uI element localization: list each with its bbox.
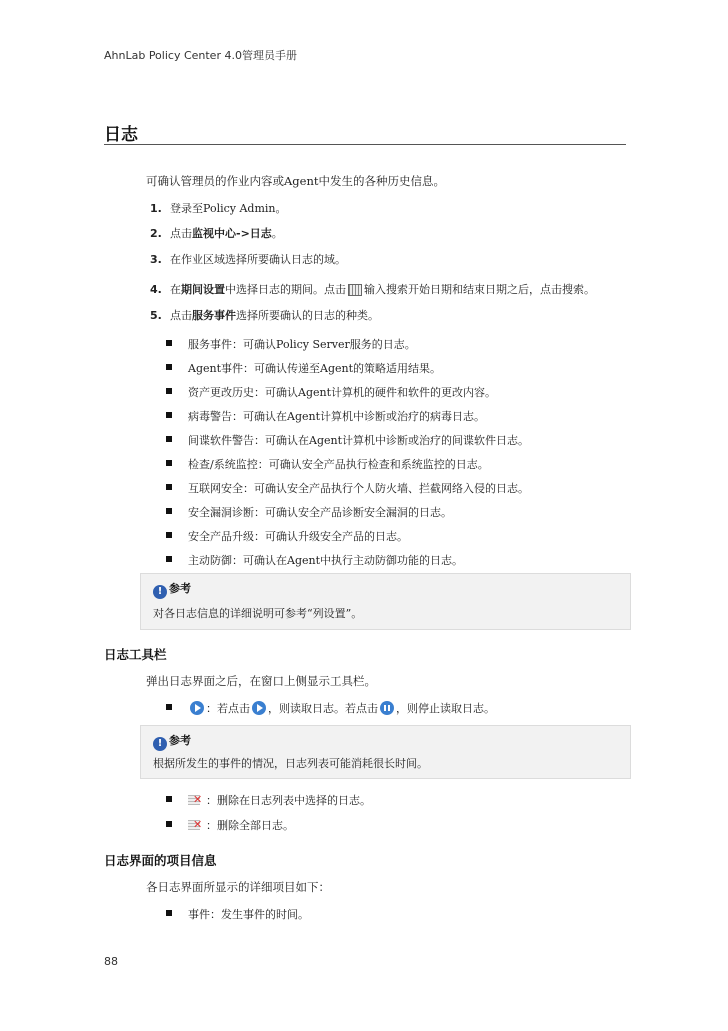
delete-all-log-icon	[188, 818, 204, 832]
note-title: ! 参考	[153, 580, 191, 599]
log-intro: 可确认管理员的作业内容或Agent中发生的各种历史信息。	[146, 174, 445, 188]
play-icon	[190, 701, 204, 715]
bullet-marker	[166, 910, 172, 916]
list-item: ✕：删除在日志列表中选择的日志。	[166, 792, 371, 808]
bullet-marker	[166, 484, 172, 490]
step-2	[150, 225, 283, 241]
note-title: ! 参考	[153, 732, 191, 751]
list-item: 间谍软件警告：可确认在Agent计算机中诊断或治疗的间谍软件日志。	[166, 432, 529, 448]
info-icon: !	[153, 737, 167, 751]
bullet-marker	[166, 532, 172, 538]
list-item: 检查/系统监控：可确认安全产品执行检查和系统监控的日志。	[166, 456, 489, 472]
calendar-icon	[348, 284, 362, 296]
toolbar-intro: 弹出日志界面之后，在窗口上侧显示工具栏。	[146, 674, 376, 688]
title-rule	[104, 144, 626, 145]
bullet-marker	[166, 340, 172, 346]
note-text: 对各日志信息的详细说明可参考“列设置”。	[153, 607, 363, 620]
delete-log-icon	[188, 793, 204, 807]
step-number: 5.	[150, 309, 162, 322]
period-setting-label: 期间设置	[181, 283, 225, 296]
section-title-items: 日志界面的项目信息	[104, 853, 217, 868]
step-number: 2.	[150, 227, 162, 240]
stop-icon	[380, 701, 394, 715]
step-5	[150, 307, 379, 323]
step-text: 登录至Policy Admin。	[170, 202, 287, 215]
list-item: 主动防御：可确认在Agent中执行主动防御功能的日志。	[166, 552, 463, 568]
section-title-log: 日志	[104, 125, 138, 145]
bullet-marker	[166, 436, 172, 442]
step-text: 输入搜索开始日期和结束日期之后，点击搜索。	[364, 283, 595, 296]
list-item: 安全产品升级：可确认升级安全产品的日志。	[166, 528, 408, 544]
page-number: 88	[104, 955, 118, 968]
step-number: 4.	[150, 283, 162, 296]
step-text: 中选择日志的期间。点击	[225, 283, 346, 296]
list-item: 事件：发生事件的时间。	[166, 906, 309, 922]
bullet-marker	[166, 460, 172, 466]
bullet-marker	[166, 412, 172, 418]
bullet-marker	[166, 556, 172, 562]
step-4	[150, 281, 595, 297]
list-item: ✕：删除全部日志。	[166, 817, 294, 833]
step-text: 选择所要确认的日志的种类。	[236, 309, 379, 322]
bullet-marker	[166, 508, 172, 514]
note-box	[140, 725, 631, 779]
bullet-marker	[166, 821, 172, 827]
list-item: 资产更改历史：可确认Agent计算机的硬件和软件的更改内容。	[166, 384, 496, 400]
info-icon: !	[153, 585, 167, 599]
list-item: 病毒警告：可确认在Agent计算机中诊断或治疗的病毒日志。	[166, 408, 485, 424]
bullet-marker	[166, 796, 172, 802]
list-item: 互联网安全：可确认安全产品执行个人防火墙、拦截网络入侵的日志。	[166, 480, 529, 496]
step-text: 在作业区域选择所要确认日志的域。	[170, 253, 346, 266]
service-event-label: 服务事件	[192, 309, 236, 322]
step-3	[150, 251, 346, 267]
list-item: ：若点击 ，则读取日志。若点击 ，则停止读取日志。	[166, 700, 495, 716]
note-box	[140, 573, 631, 630]
play-icon	[252, 701, 266, 715]
step-text: 点击	[170, 227, 192, 240]
step-number: 3.	[150, 253, 162, 266]
bullet-marker	[166, 388, 172, 394]
section-title-toolbar: 日志工具栏	[104, 647, 167, 662]
bullet-marker	[166, 704, 172, 710]
page-header: AhnLab Policy Center 4.0管理员手册	[104, 49, 297, 62]
items-intro: 各日志界面所显示的详细项目如下：	[146, 880, 330, 894]
list-item: 服务事件：可确认Policy Server服务的日志。	[166, 336, 416, 352]
step-text: 在	[170, 283, 181, 296]
note-text: 根据所发生的事件的情况，日志列表可能消耗很长时间。	[153, 757, 428, 770]
bullet-marker	[166, 364, 172, 370]
step-1	[150, 200, 287, 216]
step-text: 。	[271, 227, 283, 240]
step-text: 点击	[170, 309, 192, 322]
step-number: 1.	[150, 202, 162, 215]
list-item: Agent事件：可确认传递至Agent的策略适用结果。	[166, 360, 441, 376]
menu-path: 监视中心->日志	[192, 227, 272, 240]
list-item: 安全漏洞诊断：可确认安全产品诊断安全漏洞的日志。	[166, 504, 452, 520]
